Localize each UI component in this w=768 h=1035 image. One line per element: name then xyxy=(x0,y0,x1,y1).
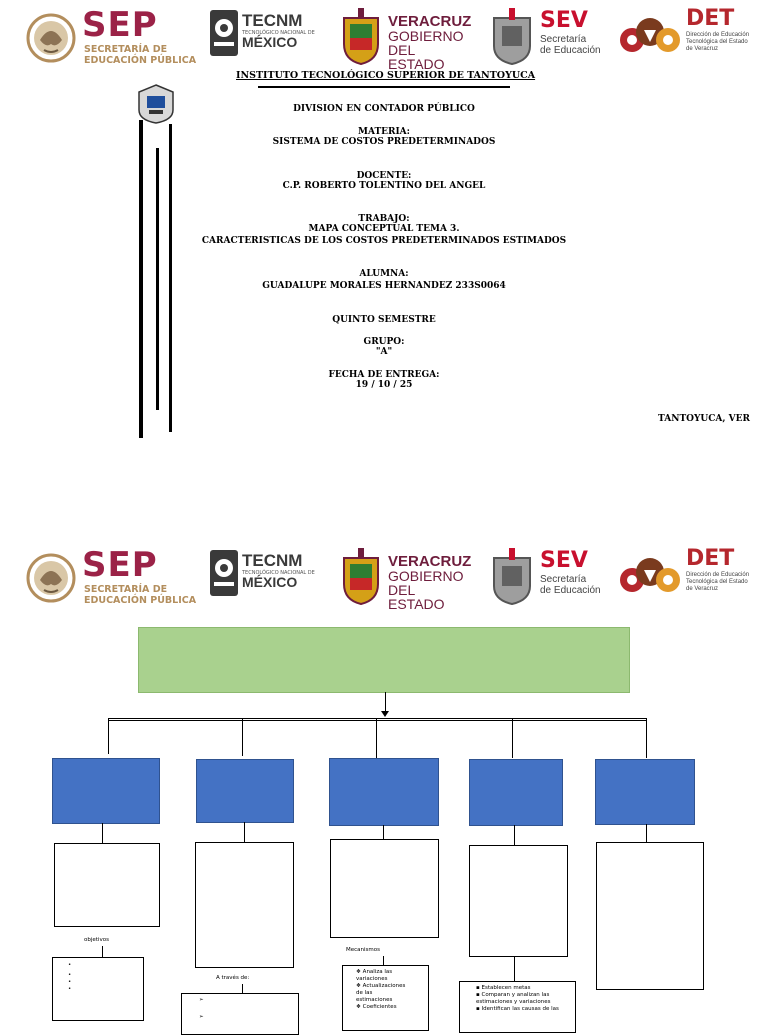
tecnm-logo xyxy=(208,8,315,66)
map-horizontal-line-bottom xyxy=(108,720,646,721)
connector-2 xyxy=(244,822,245,842)
mexico-coat-of-arms-icon xyxy=(26,10,76,66)
veracruz-shield-icon xyxy=(340,8,382,66)
sep-subtitle-line2: EDUCACIÓN PÚBLICA xyxy=(84,595,197,606)
detail-box-1[interactable] xyxy=(54,843,160,927)
arrow-down-icon xyxy=(381,711,389,717)
list-item: ❖ Coeficientes xyxy=(356,1004,397,1010)
list-item: ➢ xyxy=(199,997,204,1003)
sev-line1: Secretaría xyxy=(540,34,587,45)
concept-box-1[interactable] xyxy=(52,758,160,824)
label-objetivos: objetivos xyxy=(84,937,109,943)
det-logo xyxy=(618,8,758,68)
sev-subtitle xyxy=(540,34,601,56)
concept-box-5[interactable] xyxy=(595,759,695,825)
division-text: DIVISION EN CONTADOR PÚBLICO xyxy=(293,104,475,114)
sev-line2: de Educación xyxy=(540,585,601,596)
det-wordmark: DET xyxy=(686,6,735,31)
detail-box-5[interactable] xyxy=(596,842,704,990)
list-item: • xyxy=(68,972,72,978)
sev-wordmark: SEV xyxy=(540,548,588,573)
list-item: estimaciones y variaciones xyxy=(476,999,551,1005)
veracruz-line2: GOBIERNO xyxy=(388,28,464,44)
sev-subtitle xyxy=(540,574,601,596)
veracruz-logo xyxy=(340,548,472,612)
label-mecanismos: Mecanismos xyxy=(346,947,380,953)
det-line1: Dirección de Educación xyxy=(686,572,750,578)
a-traves-list xyxy=(199,996,204,1022)
title-underline-rule xyxy=(258,86,510,88)
concept-box-3[interactable] xyxy=(329,758,439,826)
trabajo-line1: MAPA CONCEPTUAL TEMA 3. xyxy=(308,224,460,234)
det-line3: de Veracruz xyxy=(686,46,719,52)
sev-shield-icon xyxy=(490,548,534,606)
branch-line-1 xyxy=(108,718,109,754)
objetivos-list xyxy=(68,962,71,993)
tecnm-gear-icon xyxy=(208,548,240,598)
list-item: de las xyxy=(356,990,373,996)
branch-line-2 xyxy=(242,718,243,756)
list-item: ➢ xyxy=(199,1014,204,1020)
veracruz-subtitle xyxy=(388,29,463,71)
sev-logo xyxy=(490,548,600,608)
materia-label: MATERIA: xyxy=(357,127,410,137)
det-subtitle xyxy=(686,32,749,53)
sev-shield-icon xyxy=(490,8,534,66)
det-wordmark: DET xyxy=(686,546,735,571)
trabajo-label: TRABAJO: xyxy=(358,214,410,224)
map-trunk-line xyxy=(385,692,386,712)
connector-4b xyxy=(514,956,515,982)
map-horizontal-line-top xyxy=(108,718,646,719)
header-logo-bar-2 xyxy=(0,545,768,620)
concept-map-title-box[interactable] xyxy=(138,627,630,693)
detail-box-3[interactable] xyxy=(330,839,439,938)
sep-logo xyxy=(26,5,197,70)
sep-subtitle-line1: SECRETARÍA DE xyxy=(84,44,168,55)
sep-subtitle-line1: SECRETARÍA DE xyxy=(84,584,168,595)
tecnm-mexico: MÉXICO xyxy=(242,574,298,590)
tecnm-wordmark: TECNM xyxy=(242,11,303,30)
det-emblem-icon xyxy=(618,548,682,604)
list-item: ▪ Establecen metas xyxy=(476,985,531,991)
det-line2: Tecnológica del Estado xyxy=(686,579,748,585)
sev-logo xyxy=(490,8,600,68)
det-line3: de Veracruz xyxy=(686,586,719,592)
connector-4 xyxy=(514,825,515,845)
veracruz-subtitle xyxy=(388,569,463,611)
list-item: ▪ Identifican las causas de las xyxy=(476,1006,559,1012)
materia-value: SISTEMA DE COSTOS PREDETERMINADOS xyxy=(272,137,496,147)
sev-line1: Secretaría xyxy=(540,574,587,585)
detail-box-4[interactable] xyxy=(469,845,568,957)
det-logo xyxy=(618,548,758,608)
list-item: ❖ Actualizaciones xyxy=(356,983,406,989)
list-item: estimaciones xyxy=(356,997,393,1003)
veracruz-logo xyxy=(340,8,472,72)
det-line2: Tecnológica del Estado xyxy=(686,39,748,45)
sep-subtitle-line2: EDUCACIÓN PÚBLICA xyxy=(84,55,197,66)
metas-list xyxy=(476,985,559,1013)
list-item: ❖ Analiza las xyxy=(356,969,393,975)
connector-1 xyxy=(102,823,103,843)
list-item: • xyxy=(68,986,72,992)
alumna-label: ALUMNA: xyxy=(359,269,409,279)
veracruz-line3: DEL ESTADO xyxy=(388,582,445,612)
grupo-value: "A" xyxy=(375,347,393,357)
institute-title: INSTITUTO TECNOLÓGICO SUPERIOR DE TANTOYUCA xyxy=(236,70,536,81)
docente-label: DOCENTE: xyxy=(356,171,412,181)
sep-subtitle xyxy=(84,584,196,606)
semestre-text: QUINTO SEMESTRE xyxy=(332,315,436,325)
sev-line2: de Educación xyxy=(540,45,601,56)
list-item: • xyxy=(68,962,72,968)
list-item: variaciones xyxy=(356,976,388,982)
branch-line-5 xyxy=(646,718,647,758)
branch-line-4 xyxy=(512,718,513,758)
sep-wordmark: SEP xyxy=(82,545,158,585)
sev-wordmark: SEV xyxy=(540,8,588,33)
det-subtitle xyxy=(686,572,749,593)
sep-wordmark: SEP xyxy=(82,5,158,45)
mecanismos-list xyxy=(356,969,405,1011)
veracruz-title: VERACRUZ xyxy=(388,13,472,30)
fecha-value: 19 / 10 / 25 xyxy=(355,380,413,390)
fecha-label: FECHA DE ENTREGA: xyxy=(328,370,440,380)
label-a-traves-de: A través de: xyxy=(216,975,250,981)
objetivos-box[interactable] xyxy=(52,957,144,1021)
sep-logo xyxy=(26,545,197,610)
docente-value: C.P. ROBERTO TOLENTINO DEL ANGEL xyxy=(282,181,486,191)
connector-5 xyxy=(646,824,647,842)
grupo-label: GRUPO: xyxy=(363,337,405,347)
place-text: TANTOYUCA, VER xyxy=(658,414,750,424)
tecnm-logo xyxy=(208,548,315,606)
sep-subtitle xyxy=(84,44,196,66)
tecnm-mexico: MÉXICO xyxy=(242,34,298,50)
trabajo-line2: CARACTERISTICAS DE LOS COSTOS PREDETERMINADOS ESTIMADOS xyxy=(201,236,567,246)
branch-line-3 xyxy=(376,718,377,758)
concept-box-4[interactable] xyxy=(469,759,563,826)
veracruz-title: VERACRUZ xyxy=(388,553,472,570)
det-emblem-icon xyxy=(618,8,682,64)
tecnm-small-text: TECNOLÓGICO NACIONAL DE xyxy=(242,30,315,36)
tecnm-small-text: TECNOLÓGICO NACIONAL DE xyxy=(242,570,315,576)
connector-3 xyxy=(383,825,384,839)
veracruz-line2: GOBIERNO xyxy=(388,568,464,584)
veracruz-shield-icon xyxy=(340,548,382,606)
alumna-value: GUADALUPE MORALES HERNANDEZ 233S0064 xyxy=(262,281,506,291)
detail-box-2[interactable] xyxy=(195,842,294,968)
list-item: ▪ Comparan y analizan las xyxy=(476,992,550,998)
tecnm-gear-icon xyxy=(208,8,240,58)
mexico-coat-of-arms-icon xyxy=(26,550,76,606)
det-line1: Dirección de Educación xyxy=(686,32,750,38)
tecnm-wordmark: TECNM xyxy=(242,551,303,570)
concept-box-2[interactable] xyxy=(196,759,294,823)
list-item: • xyxy=(68,979,72,985)
veracruz-line3: DEL ESTADO xyxy=(388,42,445,72)
